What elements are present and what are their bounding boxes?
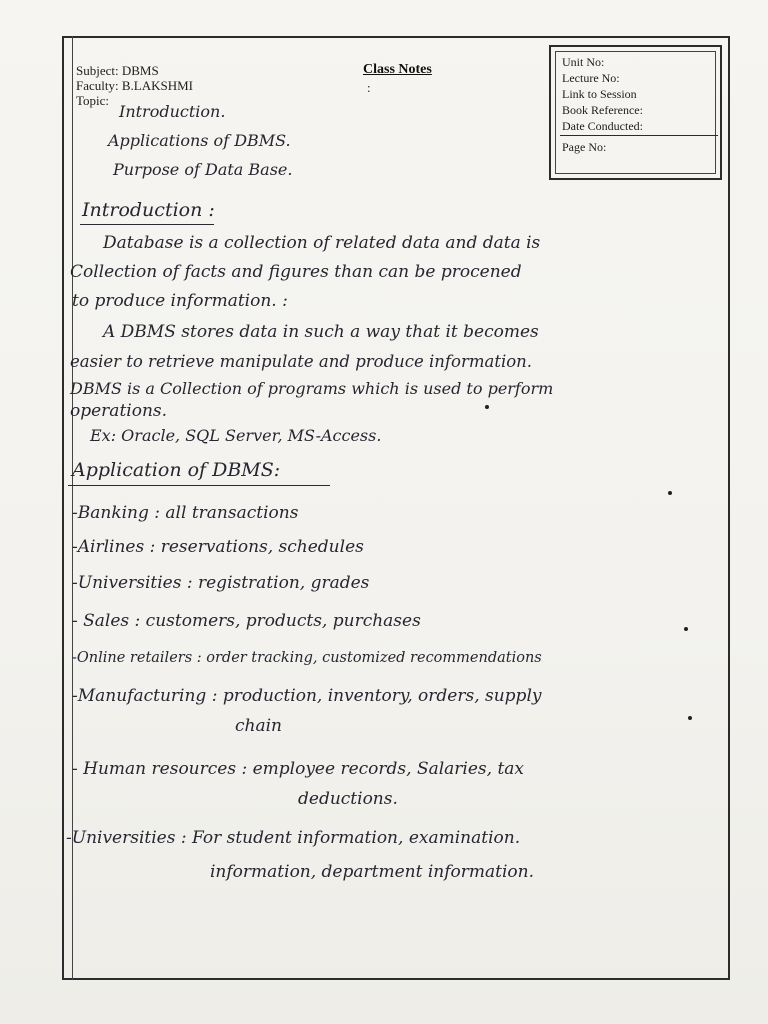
app-universities-2: -Universities : For student information, examination. [66,828,521,848]
app-human-resources: - Human resources : employee records, Salaries, tax [72,759,525,779]
ink-dot [485,405,489,409]
introduction-heading: Introduction : [82,199,215,221]
app-universities-1: -Universities : registration, grades [72,573,370,593]
topic-applications: Applications of DBMS. [108,131,291,150]
intro-line-4: A DBMS stores data in such a way that it becomes [103,322,539,342]
lecture-no-label: Lecture No: [562,71,620,85]
unit-no-label: Unit No: [562,55,605,69]
introduction-underline [80,224,214,225]
intro-line-2: Collection of facts and figures than can be procened [70,262,522,282]
app-banking: -Banking : all transactions [72,503,299,523]
intro-line-7: operations. [70,401,168,421]
intro-line-5: easier to retrieve manipulate and produce information. [70,352,533,371]
page-no-label: Page No: [562,140,607,154]
app-human-resources-cont: deductions. [298,789,398,809]
ink-dot [684,627,688,631]
page-title: Class Notes [363,62,432,77]
date-conducted-label: Date Conducted: [562,119,643,133]
intro-line-6: DBMS is a Collection of programs which is used to perform [70,379,554,398]
app-online-retailers: -Online retailers : order tracking, customized recommendations [72,650,542,666]
intro-line-1: Database is a collection of related data and data is [103,233,541,253]
title-colon: : [367,80,371,95]
book-reference-label: Book Reference: [562,103,643,117]
topic-introduction: Introduction. [119,102,226,121]
ink-dot [668,491,672,495]
topic-label: Topic: [76,93,110,108]
intro-line-3: to produce information. : [72,291,288,311]
link-session-label: Link to Session [562,87,637,101]
applications-heading: Application of DBMS: [72,459,281,481]
subject-label: Subject: DBMS [76,63,159,78]
intro-example-line: Ex: Oracle, SQL Server, MS-Access. [90,426,382,445]
app-manufacturing: -Manufacturing : production, inventory, orders, supply [72,686,542,706]
reference-box [549,45,722,180]
ink-dot [688,716,692,720]
applications-underline [68,485,330,486]
date-underline [560,135,718,136]
app-sales: - Sales : customers, products, purchases [72,611,421,631]
app-manufacturing-cont: chain [235,716,282,736]
app-airlines: -Airlines : reservations, schedules [72,537,364,557]
topic-purpose: Purpose of Data Base. [113,160,293,179]
faculty-label: Faculty: B.LAKSHMI [76,78,193,93]
app-universities-2-cont: information, department information. [210,862,534,882]
